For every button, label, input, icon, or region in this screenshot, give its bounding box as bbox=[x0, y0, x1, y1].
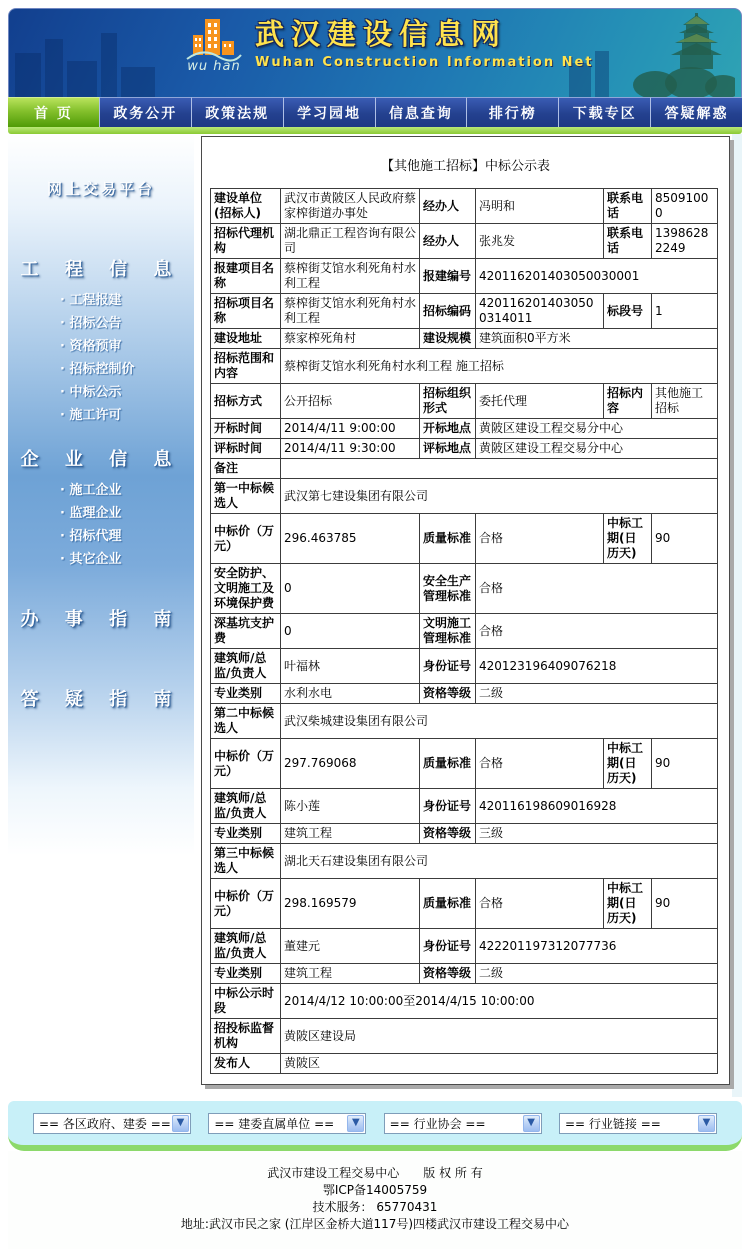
field-value: 二级 bbox=[476, 964, 718, 984]
field-value: 90 bbox=[652, 514, 718, 564]
field-label: 中标工期(日历天) bbox=[604, 879, 652, 929]
field-label: 质量标准 bbox=[420, 514, 476, 564]
field-value: 黄陂区建设局 bbox=[281, 1019, 718, 1054]
field-label: 中标价（万元） bbox=[211, 879, 281, 929]
field-label: 招标方式 bbox=[211, 384, 281, 419]
field-value: 叶福林 bbox=[281, 649, 420, 684]
field-value: 公开招标 bbox=[281, 384, 420, 419]
field-label: 第三中标候选人 bbox=[211, 844, 281, 879]
field-label: 中标价（万元） bbox=[211, 739, 281, 789]
field-value: 合格 bbox=[476, 879, 604, 929]
table-row bbox=[211, 614, 718, 649]
field-label: 中标工期(日历天) bbox=[604, 514, 652, 564]
field-label: 资格等级 bbox=[420, 684, 476, 704]
field-value: 湖北天石建设集团有限公司 bbox=[281, 844, 718, 879]
field-value: 建筑面积0平方米 bbox=[476, 329, 718, 349]
field-label: 身份证号 bbox=[420, 789, 476, 824]
field-value: 0 bbox=[281, 564, 420, 614]
site-subtitle: Wuhan Construction Information Net bbox=[255, 55, 594, 70]
sidebar-item[interactable]: · 招标公告 bbox=[8, 312, 194, 335]
field-value: 委托代理 bbox=[476, 384, 604, 419]
nav-tab-item[interactable]: 学习园地 bbox=[284, 97, 376, 127]
table-row bbox=[211, 649, 718, 684]
field-value bbox=[281, 459, 718, 479]
field-value: 2014/4/11 9:30:00 bbox=[281, 439, 420, 459]
nav-tab-item[interactable]: 答疑解惑 bbox=[651, 97, 742, 127]
field-value: 420123196409076218 bbox=[476, 649, 718, 684]
field-label: 专业类别 bbox=[211, 824, 281, 844]
field-value: 建筑工程 bbox=[281, 824, 420, 844]
chevron-down-icon[interactable]: ▼ bbox=[347, 1115, 364, 1132]
field-value: 冯明和 bbox=[476, 189, 604, 224]
field-value: 4201162014030500314011 bbox=[476, 294, 604, 329]
field-value: 0 bbox=[281, 614, 420, 649]
field-label: 质量标准 bbox=[420, 879, 476, 929]
field-value: 296.463785 bbox=[281, 514, 420, 564]
table-row bbox=[211, 684, 718, 704]
field-value: 蔡家榨死角村 bbox=[281, 329, 420, 349]
sidebar-item[interactable]: · 招标控制价 bbox=[8, 358, 194, 381]
table-row bbox=[211, 189, 718, 224]
field-value: 13986282249 bbox=[652, 224, 718, 259]
footer-line: 鄂ICP备14005759 bbox=[322, 1183, 428, 1197]
sidebar bbox=[8, 134, 194, 878]
field-label: 招标代理机构 bbox=[211, 224, 281, 259]
nav-tab-item[interactable]: 政务公开 bbox=[100, 97, 192, 127]
field-label: 经办人 bbox=[420, 189, 476, 224]
table-row bbox=[211, 964, 718, 984]
links-bar bbox=[8, 1101, 742, 1151]
field-label: 开标地点 bbox=[420, 419, 476, 439]
field-value: 蔡榨街艾馆水利死角村水利工程 bbox=[281, 294, 420, 329]
field-label: 招标组织形式 bbox=[420, 384, 476, 419]
table-row bbox=[211, 824, 718, 844]
field-value: 张兆发 bbox=[476, 224, 604, 259]
table-row bbox=[211, 259, 718, 294]
table-row bbox=[211, 704, 718, 739]
main-area bbox=[8, 134, 742, 1097]
field-label: 深基坑支护费 bbox=[211, 614, 281, 649]
field-value: 90 bbox=[652, 879, 718, 929]
table-row bbox=[211, 789, 718, 824]
field-label: 安全生产管理标准 bbox=[420, 564, 476, 614]
field-value: 420116198609016928 bbox=[476, 789, 718, 824]
chevron-down-icon[interactable]: ▼ bbox=[523, 1115, 540, 1132]
field-label: 招标编码 bbox=[420, 294, 476, 329]
field-label: 建筑师/总监/负责人 bbox=[211, 789, 281, 824]
field-label: 资格等级 bbox=[420, 964, 476, 984]
table-row bbox=[211, 514, 718, 564]
logo-building-icon bbox=[185, 17, 243, 63]
brand bbox=[185, 17, 594, 74]
sidebar-item[interactable]: · 施工许可 bbox=[8, 404, 194, 427]
field-label: 中标公示时段 bbox=[211, 984, 281, 1019]
field-value: 其他施工招标 bbox=[652, 384, 718, 419]
table-row bbox=[211, 384, 718, 419]
field-label: 第二中标候选人 bbox=[211, 704, 281, 739]
field-value: 2014/4/12 10:00:00至2014/4/15 10:00:00 bbox=[281, 984, 718, 1019]
field-value: 420116201403050030001 bbox=[476, 259, 718, 294]
table-row bbox=[211, 439, 718, 459]
sidebar-item[interactable]: · 招标代理 bbox=[8, 525, 194, 548]
field-value: 422201197312077736 bbox=[476, 929, 718, 964]
field-label: 建筑师/总监/负责人 bbox=[211, 929, 281, 964]
footer bbox=[8, 1151, 742, 1249]
site-header bbox=[8, 8, 742, 97]
sidebar-item[interactable]: · 其它企业 bbox=[8, 548, 194, 571]
table-row bbox=[211, 739, 718, 789]
sidebar-section-title: 办 事 指 南 bbox=[20, 609, 182, 630]
field-label: 安全防护、文明施工及环境保护费 bbox=[211, 564, 281, 614]
field-label: 评标地点 bbox=[420, 439, 476, 459]
nav-tab-item[interactable]: 信息查询 bbox=[376, 97, 468, 127]
document-title: 【其他施工招标】中标公示表 bbox=[380, 159, 550, 174]
field-value: 湖北鼎正工程咨询有限公司 bbox=[281, 224, 420, 259]
field-value: 二级 bbox=[476, 684, 718, 704]
field-label: 标段号 bbox=[604, 294, 652, 329]
field-label: 专业类别 bbox=[211, 684, 281, 704]
field-value: 黄陂区建设工程交易分中心 bbox=[476, 419, 718, 439]
table-row bbox=[211, 459, 718, 479]
field-label: 建设地址 bbox=[211, 329, 281, 349]
field-value: 合格 bbox=[476, 739, 604, 789]
links-dropdown-label: == 行业链接 == bbox=[564, 1116, 661, 1131]
footer-line: 武汉市建设工程交易中心 版 权 所 有 bbox=[267, 1166, 483, 1180]
field-value: 武汉柴城建设集团有限公司 bbox=[281, 704, 718, 739]
sidebar-section-title: 企 业 信 息 bbox=[20, 449, 182, 470]
table-row bbox=[211, 294, 718, 329]
field-label: 建设规模 bbox=[420, 329, 476, 349]
field-value: 黄陂区 bbox=[281, 1054, 718, 1074]
field-label: 身份证号 bbox=[420, 649, 476, 684]
table-row bbox=[211, 479, 718, 514]
field-label: 备注 bbox=[211, 459, 281, 479]
links-dropdown-label: == 各区政府、建委 == bbox=[39, 1116, 171, 1131]
table-row bbox=[211, 564, 718, 614]
sidebar-section-title: 工 程 信 息 bbox=[20, 259, 182, 280]
field-label: 招标项目名称 bbox=[211, 294, 281, 329]
field-label: 联系电话 bbox=[604, 224, 652, 259]
table-row bbox=[211, 224, 718, 259]
table-row bbox=[211, 349, 718, 384]
field-label: 评标时间 bbox=[211, 439, 281, 459]
links-dropdown[interactable] bbox=[559, 1113, 717, 1134]
table-row bbox=[211, 1019, 718, 1054]
field-label: 建设单位 (招标人) bbox=[211, 189, 281, 224]
links-dropdown-label: == 建委直属单位 == bbox=[214, 1116, 335, 1131]
field-value: 蔡榨街艾馆水利死角村水利工程 bbox=[281, 259, 420, 294]
table-row bbox=[211, 329, 718, 349]
field-value: 合格 bbox=[476, 564, 718, 614]
field-value: 90 bbox=[652, 739, 718, 789]
field-label: 报建项目名称 bbox=[211, 259, 281, 294]
content-panel bbox=[201, 136, 730, 1085]
field-value: 297.769068 bbox=[281, 739, 420, 789]
sidebar-section bbox=[8, 445, 194, 571]
sidebar-section bbox=[8, 605, 194, 631]
chevron-down-icon[interactable]: ▼ bbox=[172, 1115, 189, 1132]
nav-green-strip bbox=[8, 127, 742, 134]
sidebar-item[interactable]: · 施工企业 bbox=[8, 479, 194, 502]
field-value: 水利水电 bbox=[281, 684, 420, 704]
field-value: 董建元 bbox=[281, 929, 420, 964]
site-title: 武汉建设信息网 bbox=[255, 17, 508, 51]
links-dropdown-label: == 行业协会 == bbox=[389, 1116, 486, 1131]
field-value: 蔡榨街艾馆水利死角村水利工程 施工招标 bbox=[281, 349, 718, 384]
nav-tab-item[interactable]: 下载专区 bbox=[559, 97, 651, 127]
links-dropdown[interactable] bbox=[33, 1113, 191, 1134]
sidebar-platform-title: 网上交易平台 bbox=[46, 180, 155, 198]
nav-tab-item[interactable]: 排行榜 bbox=[467, 97, 559, 127]
field-label: 文明施工管理标准 bbox=[420, 614, 476, 649]
field-label: 资格等级 bbox=[420, 824, 476, 844]
field-value: 2014/4/11 9:00:00 bbox=[281, 419, 420, 439]
footer-line: 技术服务： 65770431 bbox=[312, 1200, 438, 1214]
field-label: 专业类别 bbox=[211, 964, 281, 984]
field-label: 报建编号 bbox=[420, 259, 476, 294]
sidebar-item[interactable]: · 工程报建 bbox=[8, 289, 194, 312]
sidebar-section bbox=[8, 255, 194, 427]
nav-tab-item[interactable]: 政策法规 bbox=[192, 97, 284, 127]
field-label: 招标范围和内容 bbox=[211, 349, 281, 384]
field-value: 三级 bbox=[476, 824, 718, 844]
field-value: 1 bbox=[652, 294, 718, 329]
links-dropdown[interactable] bbox=[384, 1113, 542, 1134]
pagoda-icon bbox=[625, 9, 735, 97]
table-row bbox=[211, 929, 718, 964]
field-value: 建筑工程 bbox=[281, 964, 420, 984]
sidebar-section-title: 答 疑 指 南 bbox=[20, 689, 182, 710]
field-label: 联系电话 bbox=[604, 189, 652, 224]
table-row bbox=[211, 879, 718, 929]
field-label: 开标时间 bbox=[211, 419, 281, 439]
sidebar-section bbox=[8, 685, 194, 711]
table-row bbox=[211, 844, 718, 879]
field-value: 合格 bbox=[476, 614, 718, 649]
field-label: 建筑师/总监/负责人 bbox=[211, 649, 281, 684]
field-value: 85091000 bbox=[652, 189, 718, 224]
bid-announcement-table bbox=[210, 188, 718, 1074]
sidebar-item[interactable]: · 中标公示 bbox=[8, 381, 194, 404]
field-value: 陈小莲 bbox=[281, 789, 420, 824]
footer-line: 地址:武汉市民之家 (江岸区金桥大道117号)四楼武汉市建设工程交易中心 bbox=[180, 1217, 570, 1231]
sidebar-item[interactable]: · 资格预审 bbox=[8, 335, 194, 358]
field-value: 298.169579 bbox=[281, 879, 420, 929]
field-label: 发布人 bbox=[211, 1054, 281, 1074]
field-label: 身份证号 bbox=[420, 929, 476, 964]
table-row bbox=[211, 1054, 718, 1074]
field-label: 中标价（万元） bbox=[211, 514, 281, 564]
links-dropdown[interactable] bbox=[208, 1113, 366, 1134]
field-value: 武汉第七建设集团有限公司 bbox=[281, 479, 718, 514]
field-value: 合格 bbox=[476, 514, 604, 564]
sidebar-item[interactable]: · 监理企业 bbox=[8, 502, 194, 525]
field-label: 质量标准 bbox=[420, 739, 476, 789]
field-label: 经办人 bbox=[420, 224, 476, 259]
field-label: 招标内容 bbox=[604, 384, 652, 419]
logo-script-text: wu han bbox=[187, 59, 241, 74]
field-value: 黄陂区建设工程交易分中心 bbox=[476, 439, 718, 459]
table-row bbox=[211, 984, 718, 1019]
main-nav bbox=[8, 97, 742, 127]
chevron-down-icon[interactable]: ▼ bbox=[698, 1115, 715, 1132]
nav-tab-home-active[interactable]: 首 页 bbox=[8, 97, 100, 127]
table-row bbox=[211, 419, 718, 439]
field-label: 第一中标候选人 bbox=[211, 479, 281, 514]
field-label: 中标工期(日历天) bbox=[604, 739, 652, 789]
field-label: 招投标监督机构 bbox=[211, 1019, 281, 1054]
field-value: 武汉市黄陂区人民政府蔡家榨街道办事处 bbox=[281, 189, 420, 224]
